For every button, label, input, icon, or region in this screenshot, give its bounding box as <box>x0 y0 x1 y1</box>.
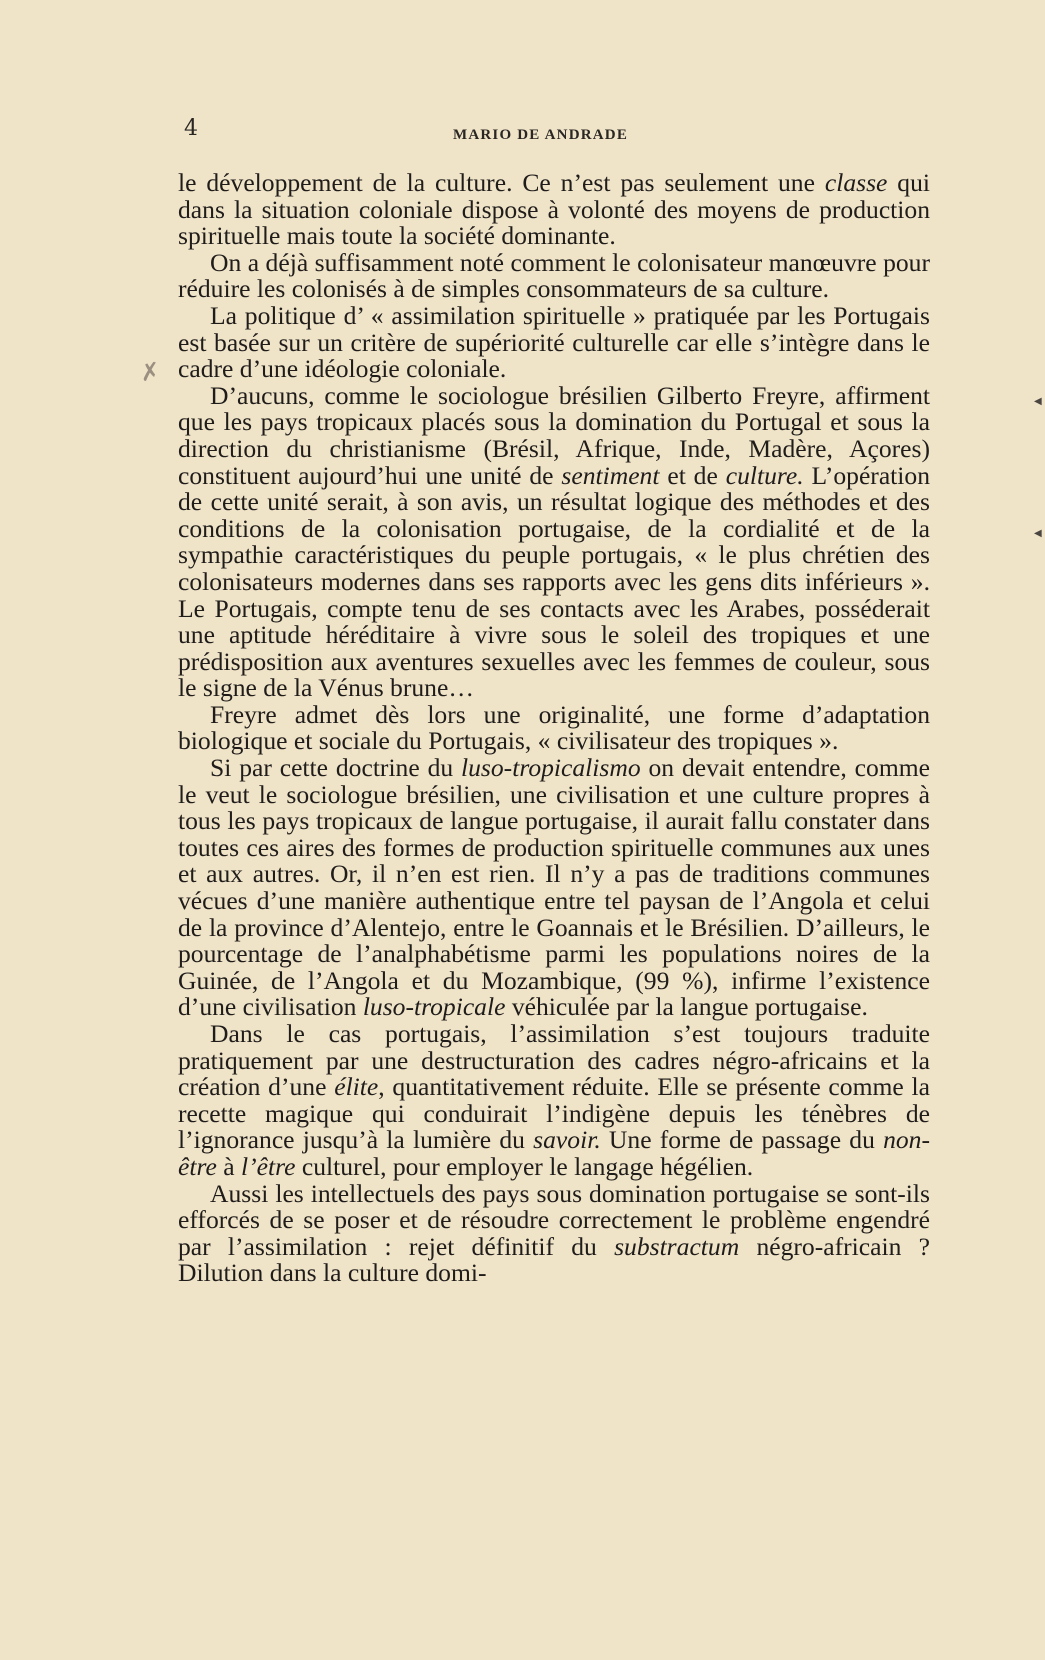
text-run: Aussi les intellectuels des pays sous domination portugaise se sont-ils efforcés de se poser et de résoudre correctement le problème engendré par l’assimilation : rejet définitif du <box>178 1178 930 1261</box>
paragraph <box>178 247 930 304</box>
running-head: MARIO DE ANDRADE <box>453 127 629 143</box>
text-run: qui dans la situation coloniale dispose à volonté des moyens de production spirituelle mais toute la société dominante. <box>178 168 931 251</box>
text-run: Dans le cas portugais, l’assimilation s’est toujours traduite pratiquement par une destructuration des cadres négro-africains et la création d’une <box>178 1019 930 1102</box>
text-run: Une forme de passage du <box>600 1125 884 1155</box>
text-run: D’aucuns, comme le sociologue brésilien Gilberto Freyre, affirment que les pays tropicaux placés sous la domination du Portugal et sous la direction du christianisme (Brésil, Afrique, Inde, Madère, Açores) constituent aujourd’hui une unité de <box>178 380 930 490</box>
paragraph <box>178 1021 930 1181</box>
italic-text: substractum <box>614 1231 740 1261</box>
italic-text: élite <box>334 1072 379 1102</box>
margin-arrow-icon: ◀ <box>1034 396 1042 407</box>
text-run: à <box>216 1151 242 1181</box>
paragraph <box>178 170 930 250</box>
text-run: Freyre admet dès lors une originalité, une forme d’adaptation biologique et sociale du Portugais, « civilisateur des tropiques ». <box>178 699 930 756</box>
paragraph <box>178 755 930 1021</box>
body-text <box>178 170 930 1287</box>
paragraph <box>178 300 930 384</box>
text-run: négro-africain ? Dilution dans la culture domi- <box>178 1231 930 1288</box>
paragraph <box>178 380 931 703</box>
text-run: culturel, pour employer le langage hégélien. <box>295 1151 754 1181</box>
italic-text: sentiment <box>561 460 660 490</box>
page-header <box>178 116 874 150</box>
text-run: L’opération de cette unité serait, à son avis, un résultat logique des méthodes et des conditions de la colonisation portugaise, de la cordialité et de la sympathie caractéristiques du peuple portugais, « le plus chrétien des colonisateurs modernes dans ses rapports avec les gens dits inférieurs ». Le Portugais, compte tenu de ses contacts avec les Arabes, posséderait une aptitude héréditaire à vivre sous le soleil des tropiques et une prédisposition aux aventures sexuelles avec les femmes de couleur, sous le signe de la Vénus brune… <box>178 460 931 703</box>
italic-text: culture. <box>725 460 804 490</box>
italic-text: non-être <box>178 1125 930 1181</box>
paragraph <box>178 1178 930 1288</box>
paragraph <box>178 699 930 756</box>
italic-text: classe <box>824 168 888 197</box>
text-run: on devait entendre, comme le veut le sociologue brésilien, une civilisation et une culture propres à tous les pays tropicaux de langue portugaise, il aurait fallu constater dans toutes ces aires des formes de production spirituelle communes aux unes et aux autres. Or, il n’en est rien. Il n’y a pas de traditions communes vécues d’une manière authentique entre tel paysan de l’Angola et celui de la province d’Alentejo, entre le Goannais et le Brésilien. D’ailleurs, le pourcentage de l’analphabétisme parmi les populations noires de la Guinée, de l’Angola et du Mozambique, (99 %), infirme l’existence d’une civilisation <box>178 753 931 1022</box>
text-run: véhiculée par la langue portugaise. <box>505 992 868 1022</box>
text-run: On a déjà suffisamment noté comment le colonisateur manœuvre pour réduire les colonisés à de simples consommateurs de sa culture. <box>178 247 930 304</box>
italic-text: l’être <box>241 1151 296 1181</box>
page-number: 4 <box>184 116 198 141</box>
pencil-x-mark: ✗ <box>138 356 162 388</box>
text-run: et de <box>659 460 726 490</box>
text-run: le développement de la culture. Ce n’est pas seulement une <box>178 168 825 197</box>
margin-arrow-icon: ◀ <box>1034 528 1042 539</box>
text-run: Si par cette doctrine du <box>210 753 462 783</box>
italic-text: luso-tropicale <box>362 992 506 1022</box>
italic-text: luso-tropicalismo <box>461 753 641 783</box>
italic-text: savoir. <box>533 1125 601 1155</box>
text-run: La politique d’ « assimilation spirituelle » pratiquée par les Portugais est basée sur un critère de supériorité culturelle car elle s’intègre dans le cadre d’une idéologie coloniale. <box>178 300 930 384</box>
text-run: , quantitativement réduite. Elle se présente comme la recette magique qui conduirait l’indigène depuis les ténèbres de l’ignorance jusqu’à la lumière du <box>178 1072 930 1155</box>
